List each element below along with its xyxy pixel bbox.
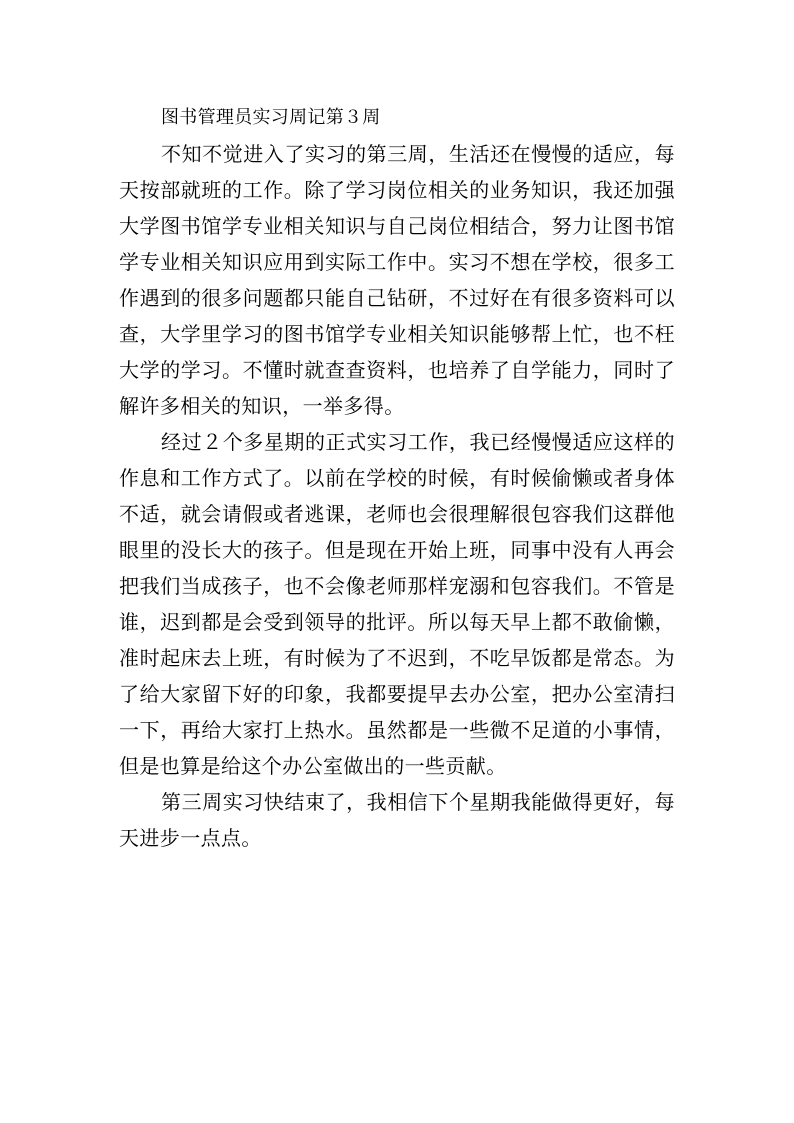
document-title: 图书管理员实习周记第３周 [161, 107, 381, 128]
paragraph-3: 第三周实习快结束了，我相信下个星期我能做得更好，每天进步一点点。 [119, 790, 675, 850]
document-body [119, 103, 675, 856]
paragraph-1: 不知不觉进入了实习的第三周，生活还在慢慢的适应，每天按部就班的工作。除了学习岗位相关的业务知识，我还加强大学图书馆学专业相关知识与自己岗位相结合，努力让图书馆学专业相关知识应用到实际工作中。实习不想在学校，很多工作遇到的很多问题都只能自己钻研，不过好在有很多资料可以查，大学里学习的图书馆学专业相关知识能够帮上忙，也不枉大学的学习。不懂时就查查资料，也培养了自学能力，同时了解许多相关的知识，一举多得。 [119, 142, 675, 418]
paragraph-2: 经过２个多星期的正式实习工作，我已经慢慢适应这样的作息和工作方式了。以前在学校的时候，有时候偷懒或者身体不适，就会请假或者逃课，老师也会很理解很包容我们这群他眼里的没长大的孩子。但是现在开始上班，同事中没有人再会把我们当成孩子，也不会像老师那样宠溺和包容我们。不管是谁，迟到都是会受到领导的批评。所以每天早上都不敢偷懒，准时起床去上班，有时候为了不迟到，不吃早饭都是常态。为了给大家留下好的印象，我都要提早去办公室，把办公室清扫一下，再给大家打上热水。虽然都是一些微不足道的小事情，但是也算是给这个办公室做出的一些贡献。 [119, 430, 675, 778]
